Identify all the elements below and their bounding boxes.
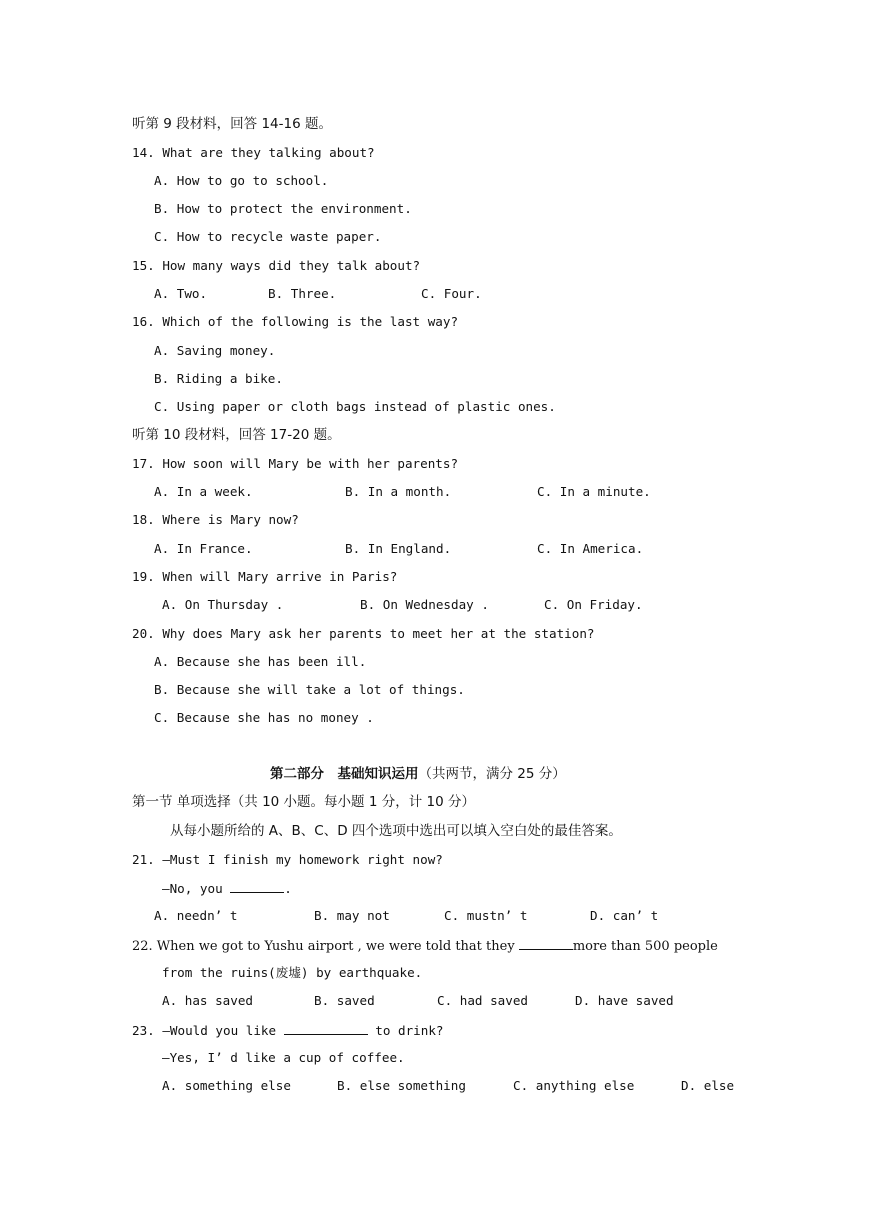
q23-option-d: D. else xyxy=(681,1078,735,1093)
q15-option-c: C. Four. xyxy=(421,286,482,301)
q18-option-c: C. In America. xyxy=(537,541,644,556)
q23-answer-blank xyxy=(284,1022,368,1035)
q23-option-a: A. something else xyxy=(162,1078,291,1093)
q14-option-a: A. How to go to school. xyxy=(154,173,329,188)
section-one-heading: 第一节 单项选择（共 10 小题。每小题 1 分，计 10 分） xyxy=(132,794,475,810)
section-9-heading: 听第 9 段材料，回答 14-16 题。 xyxy=(132,116,332,132)
q21-reply-start: —No, you xyxy=(162,881,223,896)
q23-stem-end: to drink? xyxy=(375,1023,444,1038)
q23-stem xyxy=(132,1022,444,1039)
q17-option-b: B. In a month. xyxy=(345,484,452,499)
q21-stem: 21. —Must I finish my homework right now? xyxy=(132,852,443,867)
q23-option-b: B. else something xyxy=(337,1078,466,1093)
q21-reply xyxy=(162,880,292,897)
q22-option-d: D. have saved xyxy=(575,993,674,1008)
section-10-heading: 听第 10 段材料，回答 17-20 题。 xyxy=(132,427,341,443)
q22-stem-start: 22. When we got to Yushu airport , we were told that they xyxy=(132,939,515,954)
part-two-title-note: （共两节，满分 25 分） xyxy=(418,766,566,782)
q21-option-c: C. mustn’ t xyxy=(444,908,528,923)
q21-option-b: B. may not xyxy=(314,908,390,923)
q19-stem: 19. When will Mary arrive in Paris? xyxy=(132,569,398,584)
q16-option-c: C. Using paper or cloth bags instead of plastic ones. xyxy=(154,399,556,414)
q19-option-b: B. On Wednesday . xyxy=(360,597,489,612)
q21-option-a: A. needn’ t xyxy=(154,908,238,923)
q17-stem: 17. How soon will Mary be with her parents? xyxy=(132,456,459,471)
q21-reply-end: . xyxy=(284,881,292,896)
q15-option-b: B. Three. xyxy=(268,286,337,301)
q22-option-a: A. has saved xyxy=(162,993,253,1008)
q22-stem-continued: from the ruins(废墟) by earthquake. xyxy=(162,965,423,980)
q14-stem: 14. What are they talking about? xyxy=(132,145,375,160)
q22-option-c: C. had saved xyxy=(437,993,528,1008)
q20-option-c: C. Because she has no money . xyxy=(154,710,374,725)
q17-option-c: C. In a minute. xyxy=(537,484,651,499)
q16-option-a: A. Saving money. xyxy=(154,343,276,358)
q15-option-a: A. Two. xyxy=(154,286,208,301)
q19-option-c: C. On Friday. xyxy=(544,597,643,612)
q15-stem: 15. How many ways did they talk about? xyxy=(132,258,421,273)
q22-stem xyxy=(132,937,718,955)
q20-option-b: B. Because she will take a lot of things. xyxy=(154,682,465,697)
q21-answer-blank xyxy=(230,880,284,893)
q20-option-a: A. Because she has been ill. xyxy=(154,654,367,669)
q22-option-b: B. saved xyxy=(314,993,375,1008)
q21-option-d: D. can’ t xyxy=(590,908,659,923)
q19-option-a: A. On Thursday . xyxy=(162,597,284,612)
part-two-title xyxy=(270,766,566,782)
part-two-title-main: 第二部分 基础知识运用 xyxy=(270,766,419,782)
q22-stem-end: more than 500 people xyxy=(572,939,718,954)
q14-option-c: C. How to recycle waste paper. xyxy=(154,229,382,244)
q20-stem: 20. Why does Mary ask her parents to meet her at the station? xyxy=(132,626,595,641)
q23-option-c: C. anything else xyxy=(513,1078,635,1093)
q18-option-a: A. In France. xyxy=(154,541,253,556)
instruction-text: 从每小题所给的 A、B、C、D 四个选项中选出可以填入空白处的最佳答案。 xyxy=(170,823,622,839)
q16-option-b: B. Riding a bike. xyxy=(154,371,283,386)
q18-stem: 18. Where is Mary now? xyxy=(132,512,299,527)
q23-stem-start: 23. —Would you like xyxy=(132,1023,277,1038)
q14-option-b: B. How to protect the environment. xyxy=(154,201,412,216)
q17-option-a: A. In a week. xyxy=(154,484,253,499)
q23-reply: —Yes, I’ d like a cup of coffee. xyxy=(162,1050,405,1065)
q16-stem: 16. Which of the following is the last way? xyxy=(132,314,459,329)
q18-option-b: B. In England. xyxy=(345,541,452,556)
q22-answer-blank xyxy=(519,937,573,950)
